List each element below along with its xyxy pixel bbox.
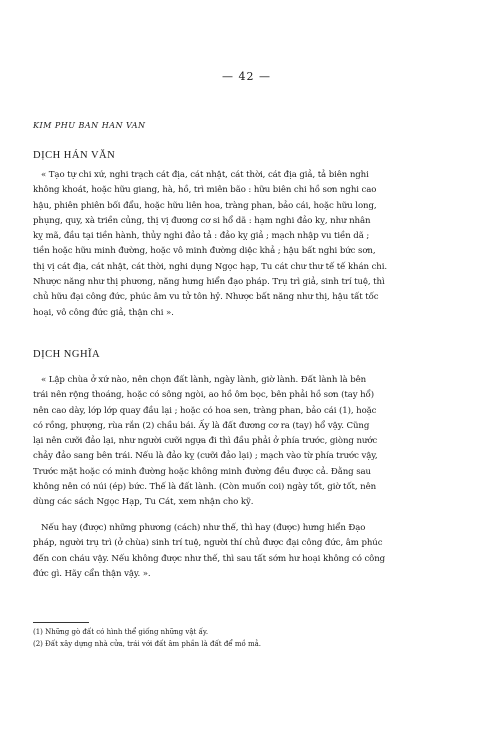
- text-line: không khoát, hoặc hữu giang, hà, hồ, trì miên bão : hữu biên chi hồ sơn nghi cao: [33, 185, 377, 196]
- text-line: đức gì. Hãy cẩn thận vậy. ».: [33, 568, 151, 579]
- text-line: chảy đảo sang bên trái. Nếu là đảo kỵ (cưỡi đảo lại) ; mạch vào từ phía trước vậy,: [33, 451, 378, 462]
- text-line: thị vị cát địa, cát nhật, cát thời, nghi dụng Ngọc hạp, Tu cát chư thư tế tế khán chi.: [33, 261, 387, 272]
- dich-nghia-paragraph-2: [33, 521, 473, 582]
- text-line: hoại, vô công đức giả, thận chi ».: [33, 307, 174, 318]
- page-number: — 42 —: [222, 70, 271, 83]
- text-line: Trước mặt hoặc có minh đường hoặc không minh đường đều được cả. Đằng sau: [33, 466, 371, 477]
- running-head: KIM PHU BAN HAN VAN: [33, 121, 146, 130]
- footnotes: [33, 626, 473, 650]
- text-line: « Lập chùa ở xứ nào, nên chọn đất lành, ngày lành, giờ lành. Đất lành là bên: [41, 375, 367, 385]
- text-line: « Tạo tự chi xứ, nghi trạch cát địa, cát nhật, cát thời, cát địa giả, tả biên nghi: [41, 170, 369, 180]
- text-line: dùng các sách Ngọc Hạp, Tu Cát, xem nhận cho kỹ.: [33, 497, 254, 508]
- text-line: trái nên rộng thoáng, hoặc có sông ngòi, ao hồ ôm bọc, bên phải hồ sơn (tay hổ): [33, 390, 374, 401]
- text-line: Nhược năng như thị phương, năng hưng hiển đạo pháp. Trụ trì giả, sinh trí tuệ, thì: [33, 277, 385, 288]
- text-line: hậu, phiên phiên bối đẩu, hoặc hữu liên hoa, tràng phan, bảo cái, hoặc hữu long,: [33, 200, 377, 211]
- footnote-2: (2) Đất xây dựng nhà cửa, trái với đất âm phần là đất để mồ mả.: [33, 640, 262, 648]
- section-title-han-van: DỊCH HÁN VĂN: [33, 150, 116, 161]
- text-line: Nếu hay (được) những phương (cách) như thế, thì hay (được) hưng hiển Đạo: [41, 523, 366, 533]
- text-line: chủ hữu đại công đức, phúc âm vu tử tôn hỷ. Nhược bất năng như thị, hậu tất tốc: [33, 292, 379, 303]
- section-title-dich-nghia: DỊCH NGHĨA: [33, 349, 101, 360]
- text-line: kỵ mã, đầu tại tiền hành, thủy nghi đảo tả : đảo kỵ giả ; mạch nhập vu tiền dã ;: [33, 231, 370, 242]
- han-van-paragraph: [33, 168, 473, 321]
- text-line: có rồng, phượng, rùa rắn (2) chầu bái. Ấy là đất đương cơ ra (tay) hổ vậy. Cũng: [33, 420, 370, 431]
- text-line: lại nên cưỡi đảo lại, như người cưỡi ngựa đi thì đầu phải ở phía trước, giòng nước: [33, 436, 378, 447]
- footnote-1: (1) Những gò đất có hình thể giống những vật ấy.: [33, 628, 209, 636]
- text-line: nên cao dày, lớp lớp quay đầu lại ; hoặc có hoa sen, tràng phan, bảo cái (1), hoặc: [33, 405, 377, 416]
- text-line: phụng, quy, xà triền củng, thị vị đương cơ si hổ dã : hạm nghi đảo kỵ, như nhân: [33, 215, 371, 226]
- footnote-divider: [33, 622, 89, 623]
- text-line: pháp, người trụ trì (ở chùa) sinh trí tuệ, người thí chủ được đại công đức, âm phúc: [33, 538, 383, 549]
- text-line: không nên có núi (ép) bức. Thế là đất lành. (Còn muốn coi) ngày tốt, giờ tốt, nên: [33, 482, 377, 493]
- dich-nghia-paragraph-1: [33, 373, 473, 511]
- text-line: tiền hoặc hữu minh đường, hoặc vô minh đường diệc khả ; hậu bất nghi bức sơn,: [33, 246, 376, 257]
- text-line: đến con cháu vậy. Nếu không được như thế, thì sau tất sớm hư hoại không có công: [33, 553, 386, 564]
